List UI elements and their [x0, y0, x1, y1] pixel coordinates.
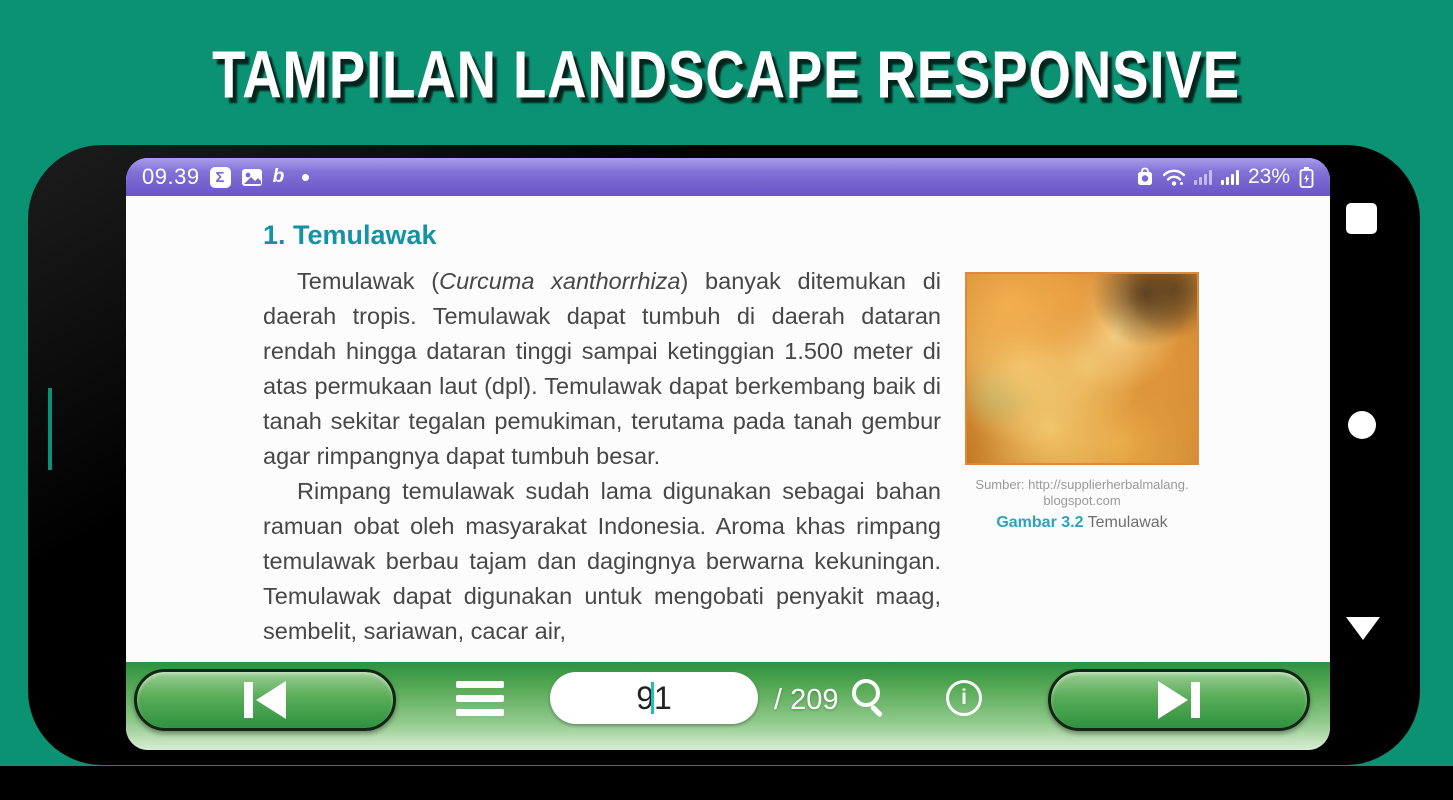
battery-charging-icon: [1299, 166, 1314, 188]
battery-percent: 23%: [1247, 165, 1290, 188]
figure-block: [964, 272, 1200, 532]
skip-back-icon: [244, 682, 253, 718]
banner-title: TAMPILAN LANDSCAPE RESPONSIVE: [212, 38, 1241, 113]
wifi-icon: [1163, 169, 1185, 186]
app-screen: [126, 158, 1330, 750]
recent-apps-button-icon[interactable]: [1346, 203, 1377, 234]
book-page: [126, 196, 1330, 662]
notification-app-icon: b: [272, 166, 285, 187]
section-heading: 1. Temulawak: [263, 220, 437, 250]
body-text: [263, 264, 941, 649]
next-page-button[interactable]: [1048, 669, 1310, 731]
signal-sim2-icon: [1221, 169, 1239, 185]
bezel-accent-line: [48, 388, 52, 470]
menu-button[interactable]: [456, 681, 504, 716]
previous-page-button[interactable]: [134, 669, 396, 731]
signal-sim1-icon: [1194, 169, 1212, 185]
search-icon[interactable]: [852, 679, 880, 707]
phone-frame: [28, 145, 1420, 765]
page-total-label: / 209: [774, 684, 839, 716]
bottom-black-strip: [0, 766, 1453, 800]
paragraph-2: Rimpang temulawak sudah lama digunakan sebagai bahan ramuan obat oleh masyarakat Indonesia. Aroma khas rimpang temulawak berbau tajam dan dagingnya berwarna kekuningan. Temulawak dapat digunakan untuk mengobati penyakit maag, sembelit, sariawan, cacar air,: [263, 478, 941, 644]
home-button-icon[interactable]: [1348, 411, 1376, 439]
reader-toolbar: [126, 662, 1330, 750]
info-icon[interactable]: i: [946, 680, 982, 716]
gallery-icon: [241, 168, 263, 187]
back-button-icon[interactable]: [1346, 617, 1380, 640]
figure-source: Sumber: http://supplierherbalmalang. blogspot.com: [975, 477, 1189, 508]
temulawak-photo: [965, 272, 1199, 465]
latin-name: Curcuma xanthorrhiza: [439, 268, 681, 294]
figure-caption-label: Gambar 3.2: [996, 514, 1084, 531]
skip-forward-icon: [1191, 682, 1200, 718]
notification-dot-icon: [302, 174, 309, 181]
data-saver-icon: [1136, 167, 1154, 187]
page-number-input[interactable]: [550, 672, 758, 724]
status-bar: [126, 158, 1330, 196]
text-caret: [651, 682, 654, 714]
figure-caption: Gambar 3.2 Temulawak: [996, 514, 1168, 531]
paragraph-1: Temulawak (Curcuma xanthorrhiza) banyak ditemukan di daerah tropis. Temulawak dapat tumbuh di daerah dataran rendah hingga dataran tinggi sampai ketinggian 1.500 meter di atas permukaan laut (dpl). Temulawak dapat berkembang baik di tanah sekitar tegalan pemukiman, terutama pada tanah gembur agar rimpangnya dapat tumbuh besar.: [263, 268, 942, 469]
sigma-app-icon: Σ: [210, 167, 231, 188]
clock: 09.39: [142, 164, 200, 189]
